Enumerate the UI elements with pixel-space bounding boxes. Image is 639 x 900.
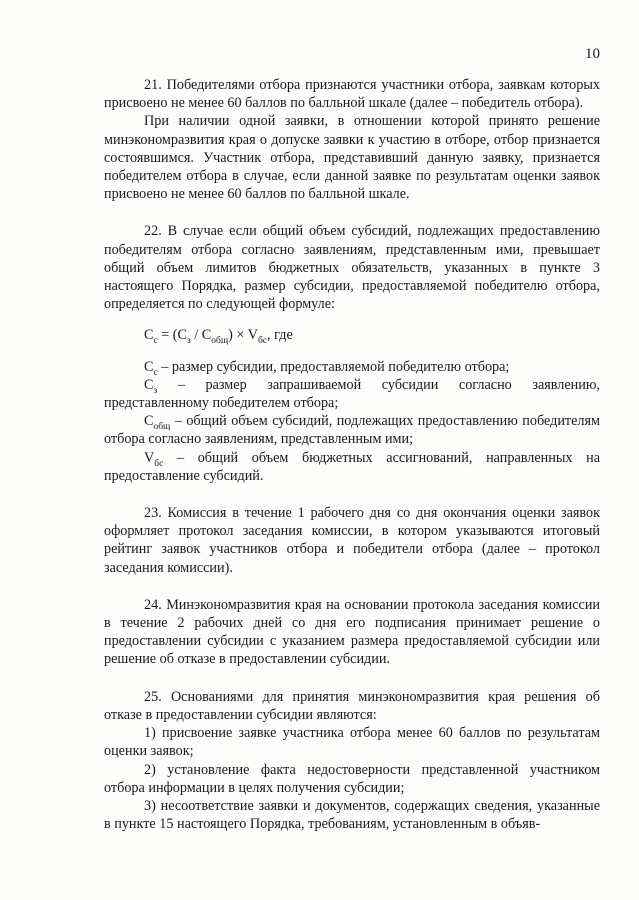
list-item-3: 3) несоответствие заявки и документов, содержащих сведения, указанные в пункте 15 настоящего Порядка, требованиям, установленным в объяв- bbox=[104, 797, 600, 833]
definition-cc: $C_с$ – размер субсидии, предоставляемой победителю отбора; bbox=[144, 358, 510, 378]
paragraph-21: 21. Победителями отбора признаются участники отбора, заявкам которых присвоено не менее 60 баллов по балльной шкале (далее – победитель отбора). bbox=[104, 77, 600, 112]
paragraph-22: 22. В случае если общий объем субсидий, подлежащих предоставлению победителям отбора согласно заявлениям, представленным ими, превышает общий объем лимитов бюджетных обязательств, указанных в пункте 3 настоящего Порядка, размер субсидии, предоставляемой победителю отбора, определяется по следующей формуле: bbox=[104, 223, 600, 313]
subsidy-formula: $C_c = (C_з / C_{общ}) \times V_{бс}$, где bbox=[144, 327, 293, 347]
paragraph-24: 24. Минэкономразвития края на основании протокола заседания комиссии в течение 2 рабочих дней со дня его подписания принимает решение о предоставлении субсидии с указанием размера предоставляемой субсидии или решение об отказе в предоставлении субсидии. bbox=[104, 596, 600, 668]
definition-cz: $C_з$ – размер запрашиваемой субсидии согласно заявлению, представленному победителем отбора; bbox=[104, 376, 600, 412]
page-number: 10 bbox=[585, 46, 600, 62]
paragraph-25: 25. Основаниями для принятия минэкономразвития края решения об отказе в предоставлении субсидии являются: bbox=[104, 688, 600, 723]
paragraph-21-single-application: При наличии одной заявки, в отношении которой принято решение минэкономразвития края о допуске заявки к участию в отборе, отбор признается состоявшимся. Участник отбора, представивший данную заявку, признается победителем отбора в случае, если данной заявке по результатам оценки заявок присвоено не менее 60 баллов по балльной шкале. bbox=[104, 113, 600, 203]
document-body bbox=[104, 76, 600, 833]
list-item-2: 2) установление факта недостоверности представленной участником отбора информации в целях получения субсидии; bbox=[104, 761, 600, 796]
list-item-1: 1) присвоение заявке участника отбора менее 60 баллов по результатам оценки заявок; bbox=[104, 725, 600, 760]
definition-vbs: $V_{бс}$ – общий объем бюджетных ассигнований, направленных на предоставление субсидий. bbox=[104, 449, 600, 484]
definition-cobsh: $C_{общ}$ – общий объем субсидий, подлежащих предоставлению победителям отбора согласно заявлениям, представленным ими; bbox=[104, 413, 600, 448]
paragraph-23: 23. Комиссия в течение 1 рабочего дня со дня окончания оценки заявок оформляет протокол заседания комиссии, в котором указываются итоговый рейтинг заявок участников отбора и победители отбора (далее – протокол заседания комиссии). bbox=[104, 505, 600, 576]
